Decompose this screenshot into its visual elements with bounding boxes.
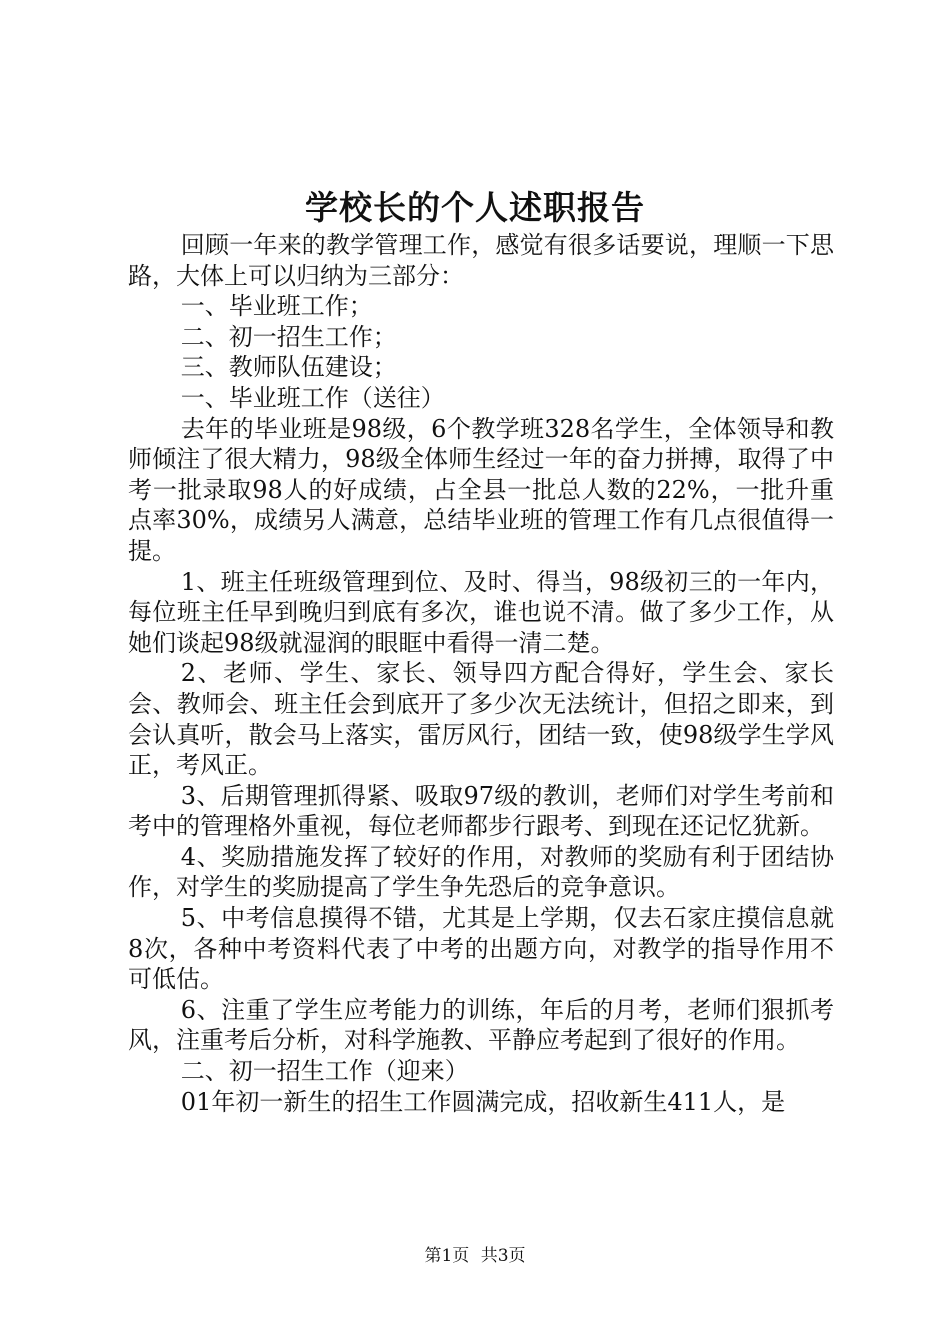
- outline-item-1: 一、毕业班工作；: [180, 292, 373, 321]
- page-total: 共3页: [480, 1246, 526, 1266]
- document-body: [128, 230, 834, 1117]
- point-4: 4、奖励措施发挥了较好的作用，对教师的奖励有利于团结协作，对学生的奖励提高了学生争先恐后的竞争意识。: [128, 842, 834, 902]
- point-1: 1、班主任班级管理到位、及时、得当，98级初三的一年内，每位班主任早到晚归到底有多次，谁也说不清。做了多少工作，从她们谈起98级就湿润的眼眶中看得一清二楚。: [128, 567, 834, 657]
- point-2: 2、老师、学生、家长、领导四方配合得好，学生会、家长会、教师会、班主任会到底开了多少次无法统计，但招之即来，到会认真听，散会马上落实，雷厉风行，团结一致，使98级学生学风正，考风正。: [128, 659, 834, 780]
- outline-item-3: 三、教师队伍建设；: [180, 353, 397, 382]
- page-footer: [0, 1246, 950, 1266]
- paragraph-enrollment: 01年初一新生的招生工作圆满完成，招收新生411人，是: [180, 1087, 786, 1116]
- point-6: 6、注重了学生应考能力的训练，年后的月考，老师们狠抓考风，注重考后分析，对科学施教、平静应考起到了很好的作用。: [128, 995, 834, 1055]
- point-3: 3、后期管理抓得紧、吸取97级的教训，老师们对学生考前和考中的管理格外重视，每位老师都步行跟考、到现在还记忆犹新。: [128, 781, 834, 841]
- outline-item-2: 二、初一招生工作；: [180, 322, 397, 351]
- paragraph-graduating-class: 去年的毕业班是98级，6个教学班328名学生，全体领导和教师倾注了很大精力，98级全体师生经过一年的奋力拼搏，取得了中考一批录取98人的好成绩，占全县一批总人数的22%，一批升重点率30%，成绩另人满意，总结毕业班的管理工作有几点很值得一提。: [128, 414, 834, 565]
- section-heading-1: 一、毕业班工作（送往）: [180, 383, 445, 412]
- paragraph-intro: 回顾一年来的教学管理工作，感觉有很多话要说，理顺一下思路，大体上可以归纳为三部分：: [128, 231, 834, 290]
- point-5: 5、中考信息摸得不错，尤其是上学期，仅去石家庄摸信息就8次，各种中考资料代表了中考的出题方向，对教学的指导作用不可低估。: [128, 904, 834, 994]
- page-number: 第1页: [424, 1246, 470, 1266]
- section-heading-2: 二、初一招生工作（迎来）: [180, 1057, 469, 1086]
- document-title: 学校长的个人述职报告: [305, 188, 645, 227]
